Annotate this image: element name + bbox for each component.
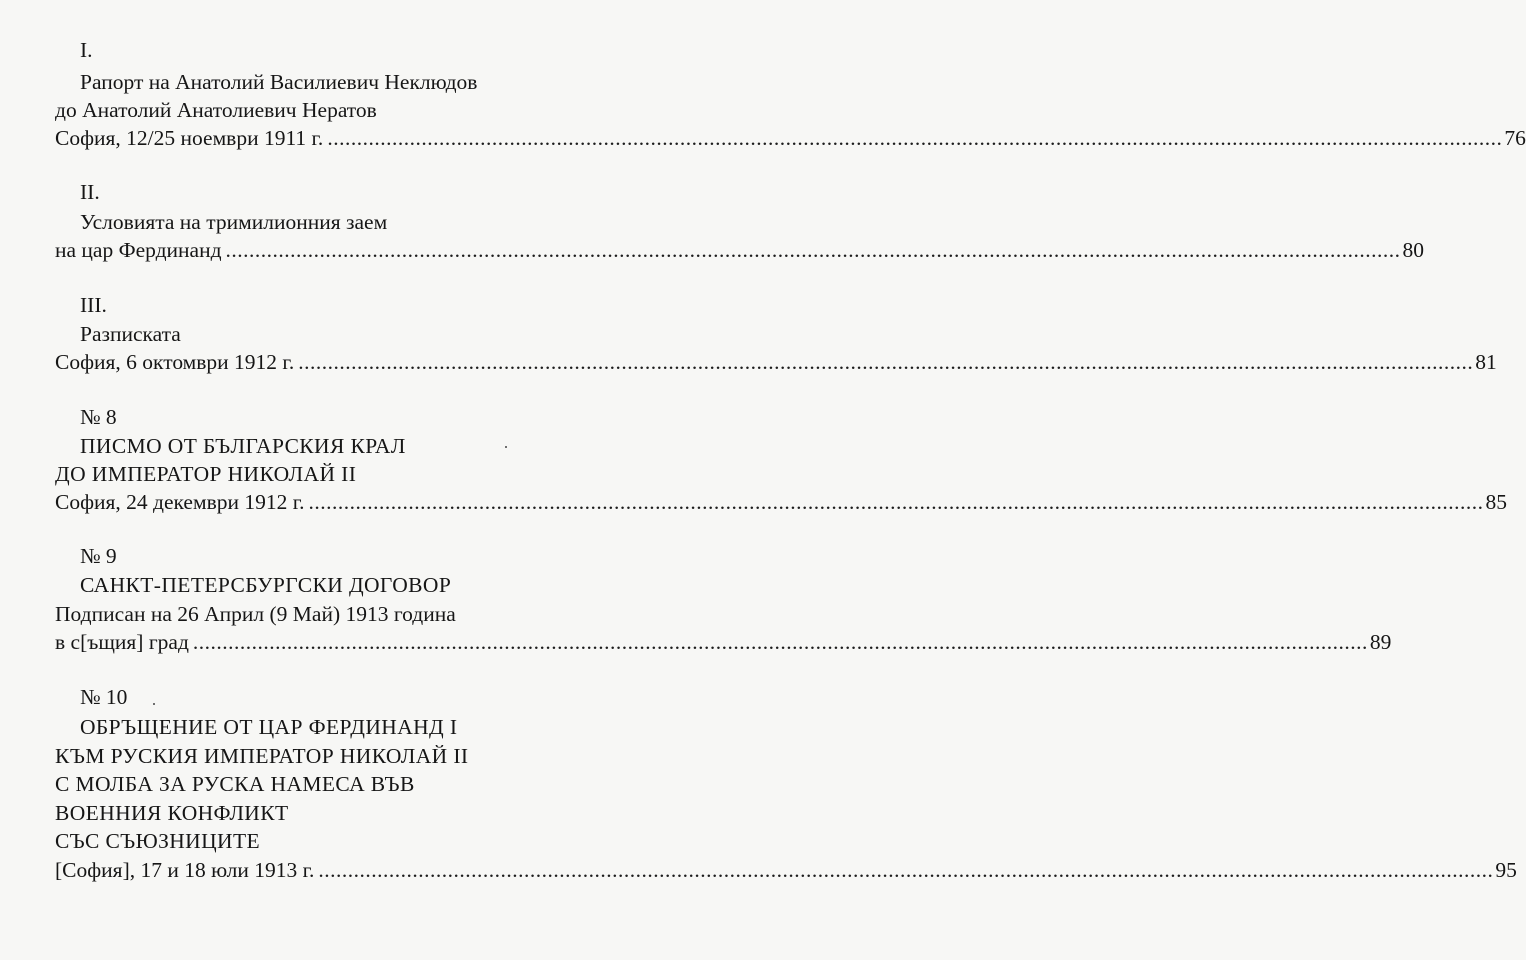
dot-leader: ........................................................................................................................................................................................................ — [308, 490, 1484, 514]
dot-leader: ........................................................................................................................................................................................................ — [318, 858, 1494, 882]
entry-place-date: [София], 17 и 18 юли 1913 г. — [55, 858, 315, 882]
page-number: 95 — [1495, 858, 1517, 882]
page-number: 80 — [1402, 238, 1425, 262]
entry-leader-line — [55, 630, 1392, 654]
entry-leader-line — [55, 126, 1526, 150]
entry-number: III. — [80, 293, 107, 317]
entry-number: № 10 — [80, 685, 128, 709]
entry-number: № 9 — [80, 544, 117, 568]
entry-title-continuation: ВОЕННИЯ КОНФЛИКТ — [55, 801, 289, 825]
entry-title-continuation: ДО ИМПЕРАТОР НИКОЛАЙ II — [55, 462, 357, 486]
entry-number: I. — [80, 38, 93, 62]
scan-speck — [505, 446, 507, 448]
entry-title-continuation: Подписан на 26 Април (9 Май) 1913 година — [55, 602, 456, 626]
entry-title: Рапорт на Анатолий Василиевич Неклюдов — [80, 70, 478, 94]
entry-place-date: в с[ъщия] град — [55, 630, 189, 654]
entry-number: № 8 — [80, 405, 117, 429]
entry-title: ОБРЪЩЕНИЕ ОТ ЦАР ФЕРДИНАНД I — [80, 715, 458, 739]
entry-leader-line — [55, 858, 1517, 882]
entry-title-continuation: КЪМ РУСКИЯ ИМПЕРАТОР НИКОЛАЙ II — [55, 744, 469, 768]
dot-leader: ........................................................................................................................................................................................................ — [298, 350, 1474, 374]
entry-title: САНКТ-ПЕТЕРСБУРГСКИ ДОГОВОР — [80, 573, 452, 597]
entry-number: II. — [80, 180, 100, 204]
entry-place-date: София, 24 декември 1912 г. — [55, 490, 305, 514]
entry-title-continuation: СЪС СЪЮЗНИЦИТЕ — [55, 829, 261, 853]
page-number: 89 — [1369, 630, 1392, 654]
scan-speck — [153, 703, 155, 705]
dot-leader: ........................................................................................................................................................................................................ — [225, 238, 1401, 262]
dot-leader: ........................................................................................................................................................................................................ — [192, 630, 1368, 654]
entry-place-date: София, 12/25 ноември 1911 г. — [55, 126, 324, 150]
entry-leader-line — [55, 238, 1425, 262]
entry-title: Разписката — [80, 322, 181, 346]
entry-title: ПИСМО ОТ БЪЛГАРСКИЯ КРАЛ — [80, 434, 406, 458]
entry-title-continuation: С МОЛБА ЗА РУСКА НАМЕСА ВЪВ — [55, 772, 415, 796]
page-number: 81 — [1475, 350, 1497, 374]
entry-place-date: на цар Фердинанд — [55, 238, 222, 262]
entry-title-continuation: до Анатолий Анатолиевич Нератов — [55, 98, 377, 122]
page-number: 85 — [1485, 490, 1508, 514]
dot-leader: ........................................................................................................................................................................................................ — [327, 126, 1503, 150]
entry-title: Условията на тримилионния заем — [80, 210, 388, 234]
page-number: 76 — [1504, 126, 1526, 150]
entry-leader-line — [55, 490, 1508, 514]
entry-leader-line — [55, 350, 1497, 374]
entry-place-date: София, 6 октомври 1912 г. — [55, 350, 295, 374]
